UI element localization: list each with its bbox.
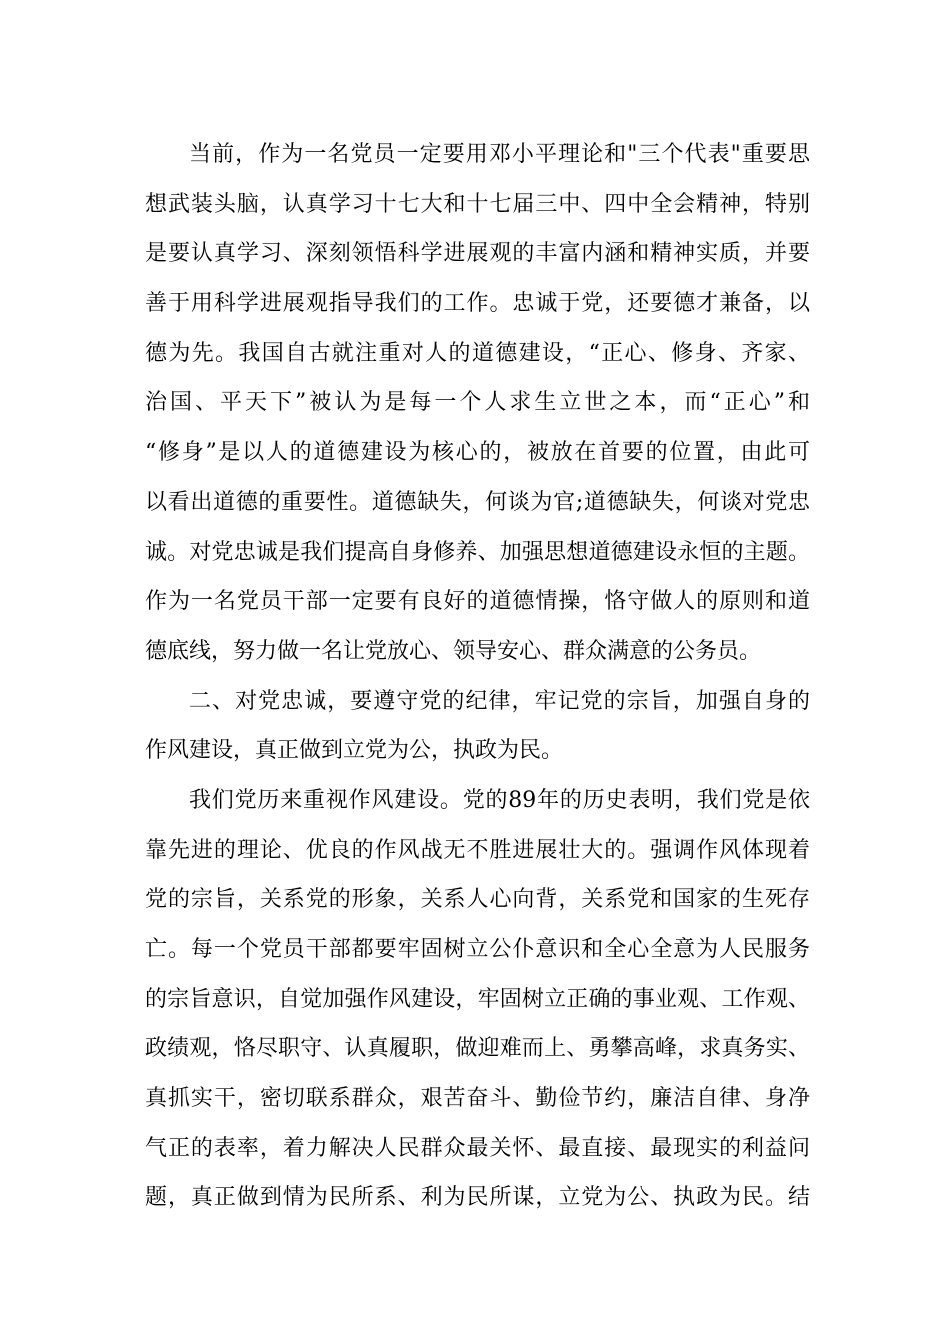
paragraph-3-line-7: 真抓实干，密切联系群众，艰苦奋斗、勤俭节约，廉洁自律、身净: [145, 1086, 810, 1112]
paragraph-1-line-9: 诚。对党忠诚是我们提高自身修养、加强思想道德建设永恒的主题。: [145, 539, 810, 565]
paragraph-1-line-4: 善于用科学进展观指导我们的工作。忠诚于党，还要德才兼备，以: [145, 291, 810, 317]
paragraph-1-line-7: “修身”是以人的道德建设为核心的，被放在首要的位置，由此可: [145, 440, 810, 466]
paragraph-1-line-10: 作为一名党员干部一定要有良好的道德情操，恪守做人的原则和道: [145, 589, 810, 615]
paragraph-3-line-4: 亡。每一个党员干部都要牢固树立公仆意识和全心全意为人民服务: [145, 937, 810, 962]
paragraph-1-line-11: 德底线，努力做一名让党放心、领导安心、群众满意的公务员。: [145, 638, 762, 664]
paragraph-3-line-9: 题，真正做到情为民所系、利为民所谋，立党为公、执政为民。结: [145, 1185, 810, 1211]
paragraph-3-line-1: 我们党历来重视作风建设。党的89年的历史表明，我们党是依: [189, 787, 810, 813]
paragraph-3-line-3: 党的宗旨，关系党的形象，关系人心向背，关系党和国家的生死存: [145, 887, 810, 913]
paragraph-2-line-1: 二、对党忠诚，要遵守党的纪律，牢记党的宗旨，加强自身的: [189, 688, 810, 714]
paragraph-3-line-5: 的宗旨意识，自觉加强作风建设，牢固树立正确的事业观、工作观、: [145, 986, 810, 1012]
paragraph-3-line-6: 政绩观，恪尽职守、认真履职，做迎难而上、勇攀高峰，求真务实、: [145, 1036, 810, 1062]
paragraph-3-line-8: 气正的表率，着力解决人民群众最关怀、最直接、最现实的利益问: [145, 1135, 810, 1161]
paragraph-1-line-2: 想武装头脑，认真学习十七大和十七届三中、四中全会精神，特别: [145, 191, 810, 217]
paragraph-1-line-5: 德为先。我国自古就注重对人的道德建设，“正心、修身、齐家、: [145, 340, 810, 366]
paragraph-1-line-8: 以看出道德的重要性。道德缺失，何谈为官;道德缺失，何谈对党忠: [145, 489, 810, 515]
body-text: [145, 130, 810, 1223]
paragraph-1-line-1: 当前，作为一名党员一定要用邓小平理论和"三个代表"重要思: [189, 142, 810, 167]
paragraph-1-line-6: 治国、平天下”被认为是每一个人求生立世之本，而“正心”和: [145, 390, 810, 416]
paragraph-2-line-2: 作风建设，真正做到立党为公，执政为民。: [145, 738, 564, 764]
paragraph-1-line-3: 是要认真学习、深刻领悟科学进展观的丰富内涵和精神实质，并要: [145, 241, 810, 267]
paragraph-3-line-2: 靠先进的理论、优良的作风战无不胜进展壮大的。强调作风体现着: [145, 837, 810, 863]
